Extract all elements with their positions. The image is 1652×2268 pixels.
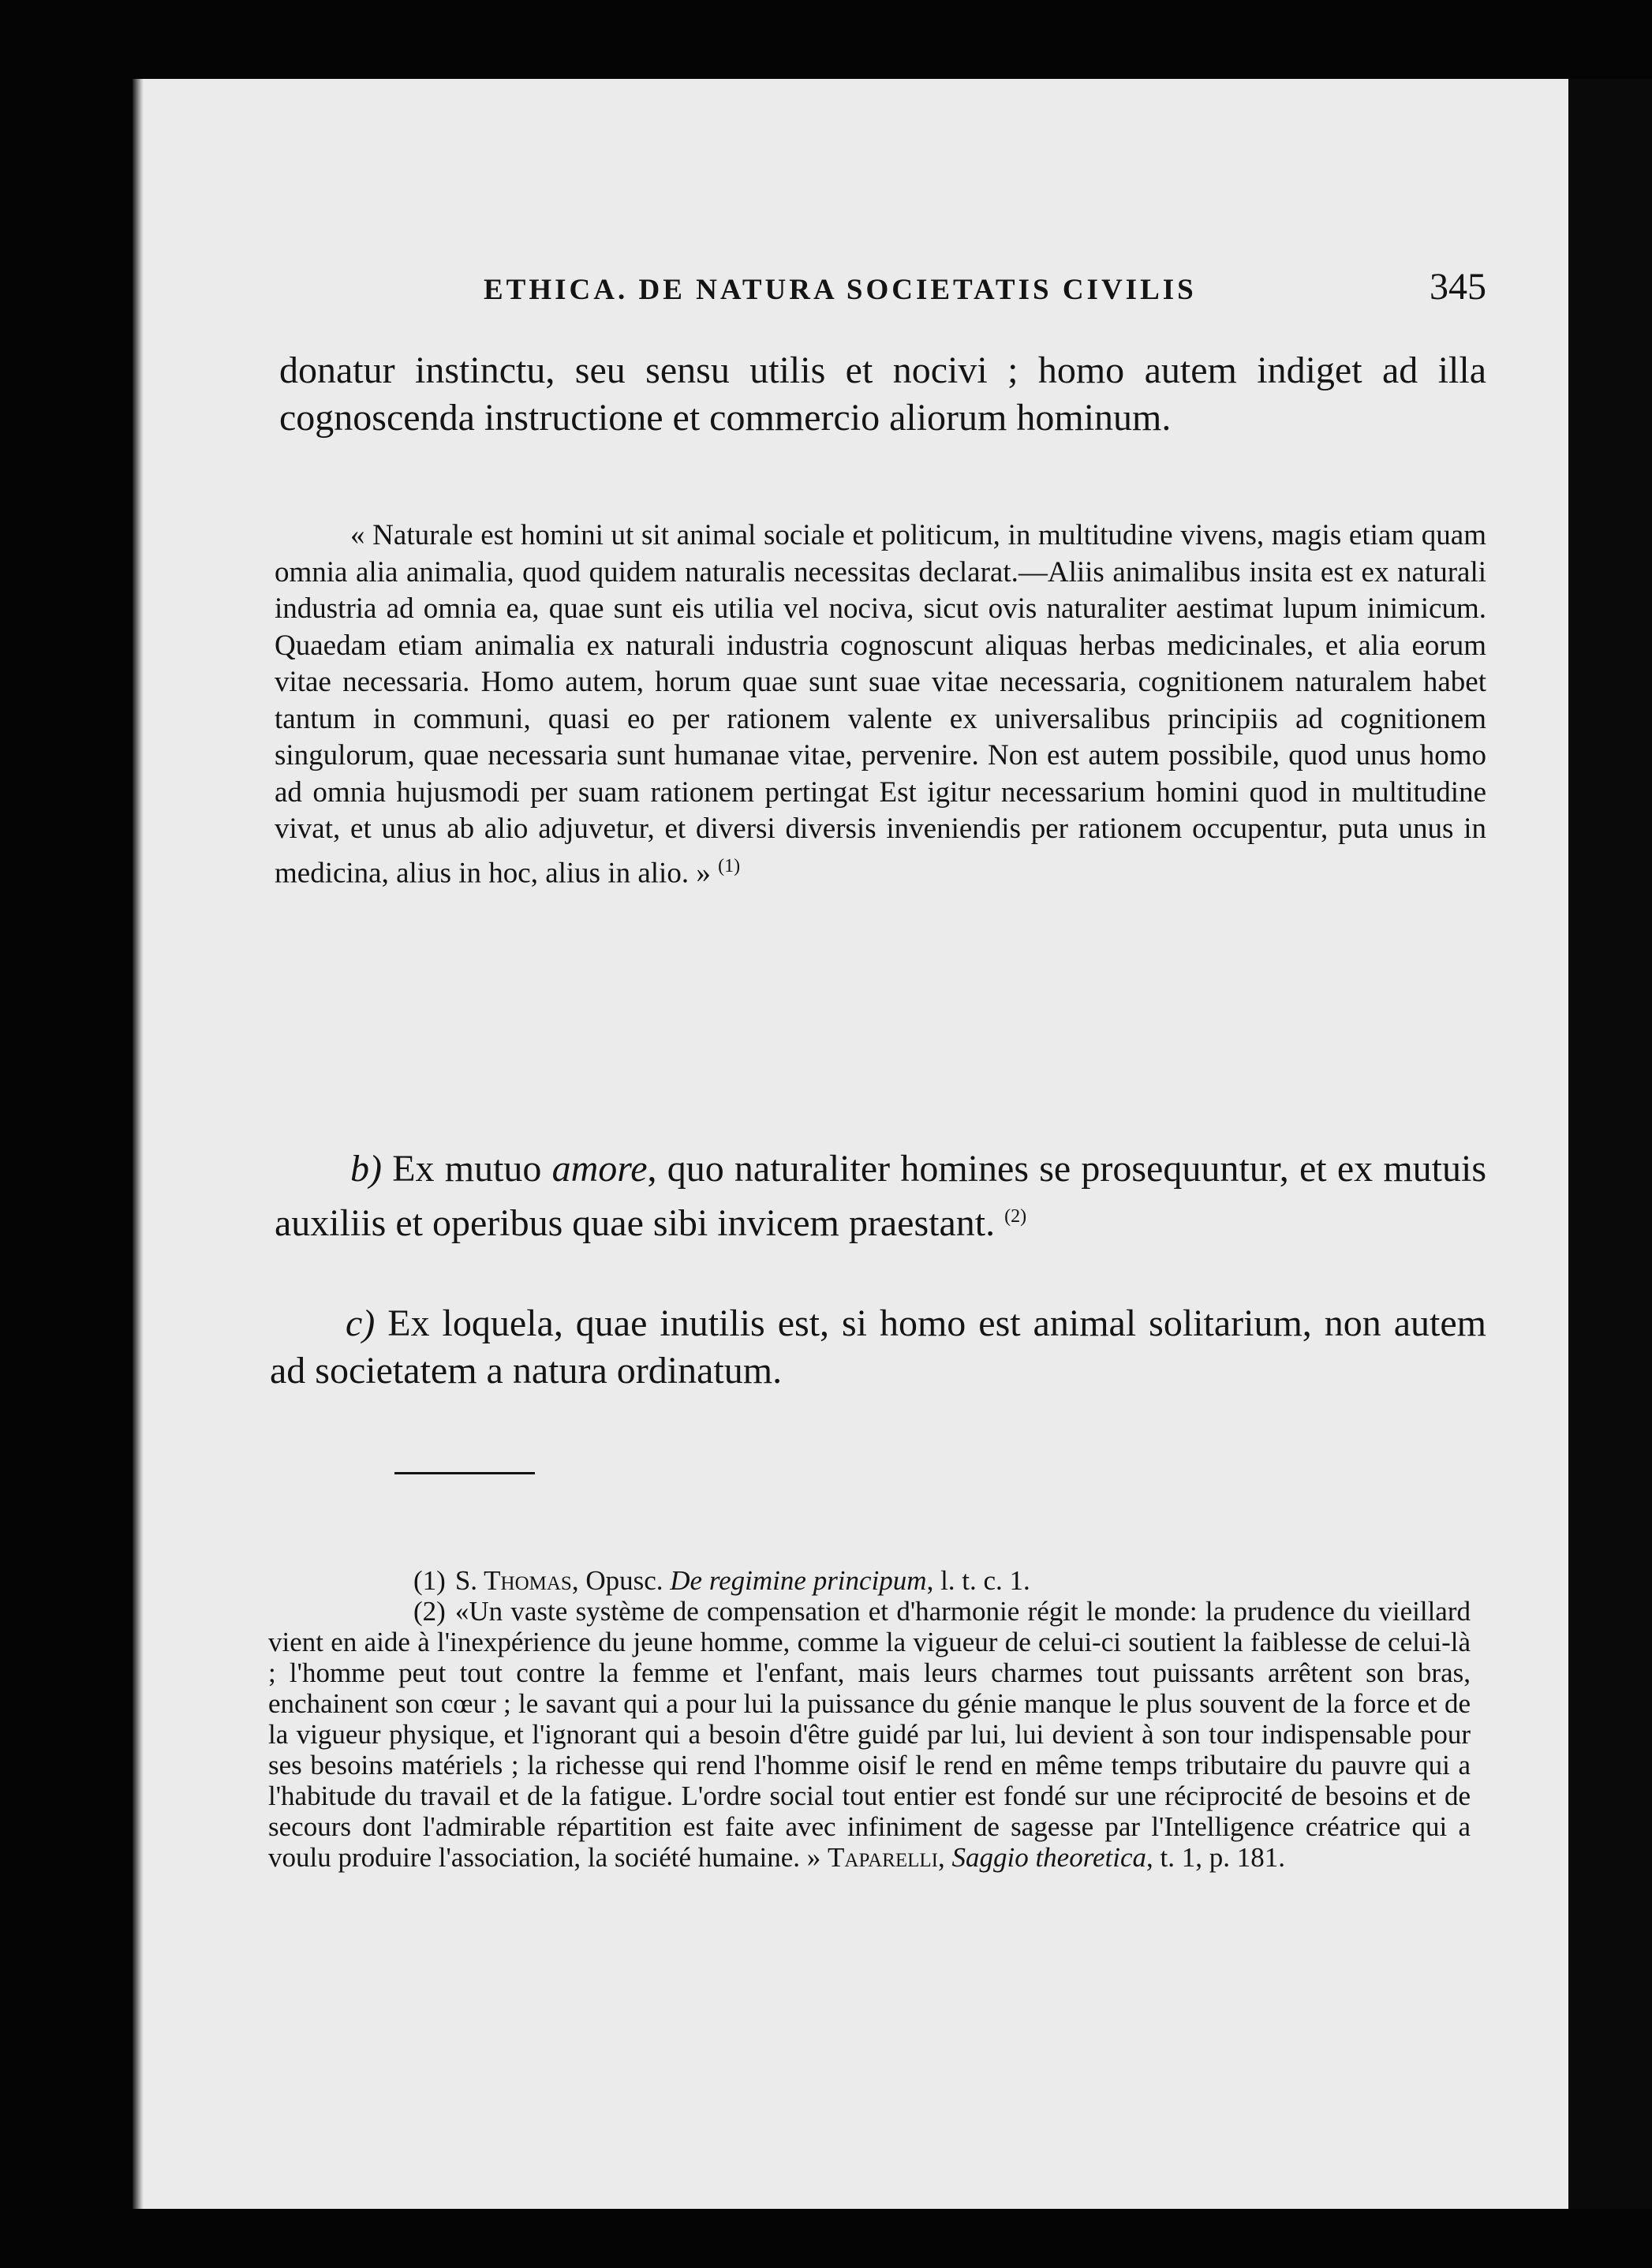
argument-b [275,1145,1486,1247]
page-gutter-shadow [133,79,144,2209]
quotation-text: « Naturale est homini ut sit animal sociale et politicum, in multitudine vivens, magis etiam quam omnia alia animalia, quod quidem naturalis necessitas declarat.—Aliis animalibus insita est ex naturali industria ad omnia ea, quae sunt eis utilia vel nociva, sicut ovis naturaliter aestimat lupum inimicum. Quaedam etiam animalia ex naturali industria cognoscunt aliquas herbas medicinales, et alia eorum vitae necessaria. Homo autem, horum quae sunt suae vitae necessaria, cognitionem naturalem habet tantum in communi, quasi eo per rationem valente ex universalibus principiis ad cognitionem singulorum, quae necessaria sunt humanae vitae, pervenire. Non est autem possibile, quod unus homo ad omnia hujusmodi per suam rationem pertingat Est igitur necessarium homini quod in multitudine vivat, et unus ab alio adjuvetur, et diversi diversis inveniendis per rationem occupentur, puta unus in medicina, alius in hoc, alius in alio. » [275,519,1486,889]
footnote-1 [268,1565,1471,1596]
footnote-separator [394,1472,535,1474]
footnote-1-title: De regimine principum [670,1565,927,1596]
paragraph-c [270,1300,1486,1395]
footnote-2-author: Taparelli [828,1842,938,1873]
footnote-ref-1: (1) [718,855,741,876]
footnote-1-ref: , l. t. c. 1. [926,1565,1030,1596]
quotation-aquinas [275,517,1486,891]
paragraph-b-lead: Ex mutuo [392,1148,542,1190]
item-label-c: c) [346,1302,376,1344]
main-text [279,347,1486,442]
argument-c [270,1300,1486,1395]
book-page [133,79,1568,2209]
page-number: 345 [1430,266,1486,308]
running-head-title: ETHICA. DE NATURA SOCIETATIS CIVILIS [484,274,1197,306]
quotation-block [275,517,1486,891]
footnote-2-text: «Un vaste système de compensation et d'harmonie régit le monde: la prudence du vieillard vient en aide à l'inexpérience du jeune homme, comme la vigueur de celui-ci soutient la faiblesse de celui-là ; l'homme peut tout contre la femme et l'enfant, mais leurs charmes tout puissants arrêtent son bras, enchainent son cœur ; le savant qui a pour lui la puissance du génie manque le plus souvent de la force et de la vigueur physique, et l'ignorant qui a besoin d'être guidé par lui, lui devient à son tour indispensable pour ses besoins matériels ; la richesse qui rend l'homme oisif le rend en même temps tributaire du pauvre qui a l'habitude du travail et de la fatigue. L'ordre social tout entier est fondé sur une réciprocité de besoins et de secours dont l'admirable répartition est faite avec infiniment de sagesse par l'Intelligence créatrice qui a voulu produire l'association, la société humaine. » [268,1596,1471,1873]
emphasis-amore: amore [551,1148,648,1190]
footnote-2-title: Saggio theoretica [951,1842,1147,1873]
footnote-ref-2: (2) [1004,1206,1027,1227]
paragraph-continuation: donatur instinctu, seu sensu utilis et nocivi ; homo autem indiget ad illa cognoscenda instructione et commercio aliorum hominum. [279,349,1486,439]
paragraph-b-text: , quo naturaliter homines se prosequuntur, et ex mutuis auxiliis et operibus quae sibi invicem praestant. [275,1148,1487,1244]
footnote-1-source: , Opusc. [571,1565,663,1596]
running-head [133,265,1568,312]
footnotes [268,1565,1471,1873]
footnote-1-author: S. Thomas [454,1565,572,1596]
scan-border [1568,79,1652,2209]
footnote-2-ref: , t. 1, p. 181. [1146,1842,1286,1873]
footnote-1-marker: (1) [413,1565,446,1596]
item-label-b: b) [350,1148,382,1190]
paragraph-b [275,1145,1486,1247]
footnote-2: (2) «Un vaste système de compensation et d'harmonie régit le monde: la prudence du vieillard vient en aide à l'inexpérience du jeune homme, comme la vigueur de celui-ci soutient la faiblesse de celui-là ; l'homme peut tout contre la femme et l'enfant, mais leurs charmes tout puissants arrêtent son bras, enchainent son cœur ; le savant qui a pour lui la puissance du génie manque le plus souvent de la force et de la vigueur physique, et l'ignorant qui a besoin d'être guidé par lui, lui devient à son tour indispensable pour ses besoins matériels ; la richesse qui rend l'homme oisif le rend en même temps tributaire du pauvre qui a l'habitude du travail et de la fatigue. L'ordre social tout entier est fondé sur une réciprocité de besoins et de secours dont l'admirable répartition est faite avec infiniment de sagesse par l'Intelligence créatrice qui a voulu produire l'association, la société humaine. » Taparelli, Saggio theoretica, t. 1, p. 181. [268,1596,1471,1873]
paragraph-c-text: Ex loquela, quae inutilis est, si homo est animal solitarium, non autem ad societatem a natura ordinatum. [270,1302,1487,1392]
footnote-2-marker: (2) [413,1596,446,1627]
